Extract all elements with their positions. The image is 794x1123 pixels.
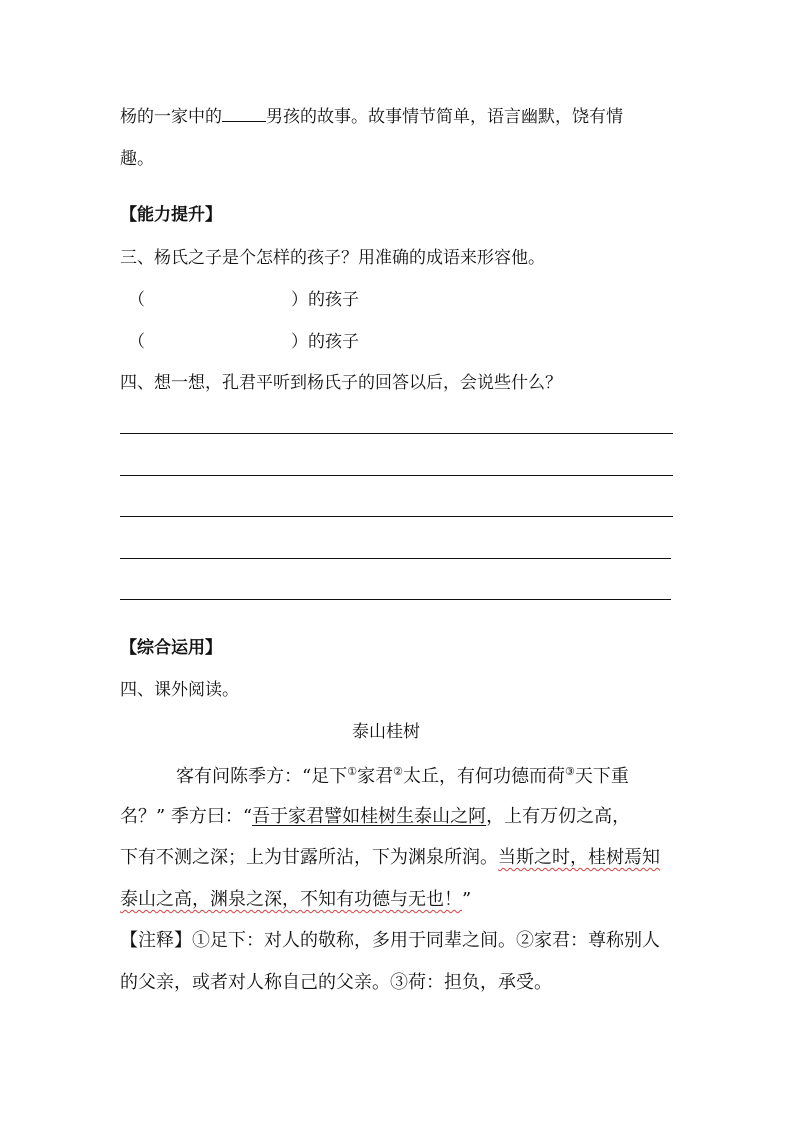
idiom-answer-row-1[interactable] [128,292,359,309]
section-heading-ability: 【能力提升】 [120,205,222,225]
question-4: 四、想一想，孔君平听到杨氏子的回答以后，会说些什么？ [120,373,562,393]
notes-line-2: 的父亲，或者对人称自己的父亲。③荷：担负，承受。 [120,972,552,993]
wavy-underlined-sentence-b: 泰山之高，渊泉之深，不知有功德与无也！ [120,889,462,910]
section-heading-comprehensive: 【综合运用】 [120,638,222,658]
intro-text-a: 杨的一家中的 [120,107,222,127]
answer-blank[interactable] [222,119,266,122]
underlined-sentence: 吾于家君譬如桂树生泰山之阿 [252,806,487,827]
notes-label: 【注释】 [120,930,192,951]
answer-line-1[interactable] [120,433,673,434]
answer-line-4[interactable] [120,558,671,559]
intro-text-b: 男孩的故事。故事情节简单，语言幽默，饶有情 [266,107,623,127]
passage-line-4: 泰山之高，渊泉之深，不知有功德与无也！” [120,889,472,910]
wavy-underlined-sentence-a: 当斯之时，桂树焉知 [498,847,660,868]
answer-line-5[interactable] [120,599,671,600]
notes-line-1: 【注释】①足下：对人的敬称，多用于同辈之间。②家君：尊称别人 [120,930,660,951]
question-3: 三、杨氏之子是个怎样的孩子？用准确的成语来形容他。 [120,248,545,268]
passage-line-1: 客有问陈季方：“足下①家君②太丘，有何功德而荷③天下重 [176,765,629,787]
passage-line-3: 下有不测之深；上为甘露所沾，下为渊泉所润。当斯之时，桂树焉知 [120,847,660,868]
answer-line-2[interactable] [120,475,673,476]
intro-line-2: 趣。 [120,149,154,169]
close-bracket-text: ）的孩子 [291,290,359,310]
answer-line-3[interactable] [120,516,673,517]
passage-line-2: 名？” 季方曰：“吾于家君譬如桂树生泰山之阿，上有万仞之高， [120,806,631,827]
intro-line-1 [120,109,623,126]
idiom-answer-row-2[interactable] [128,334,359,351]
question-4-reading: 四、课外阅读。 [120,680,239,700]
open-bracket: （ [128,290,145,310]
open-bracket: （ [128,332,145,352]
close-bracket-text: ）的孩子 [291,332,359,352]
passage-title: 泰山桂树 [352,722,420,742]
